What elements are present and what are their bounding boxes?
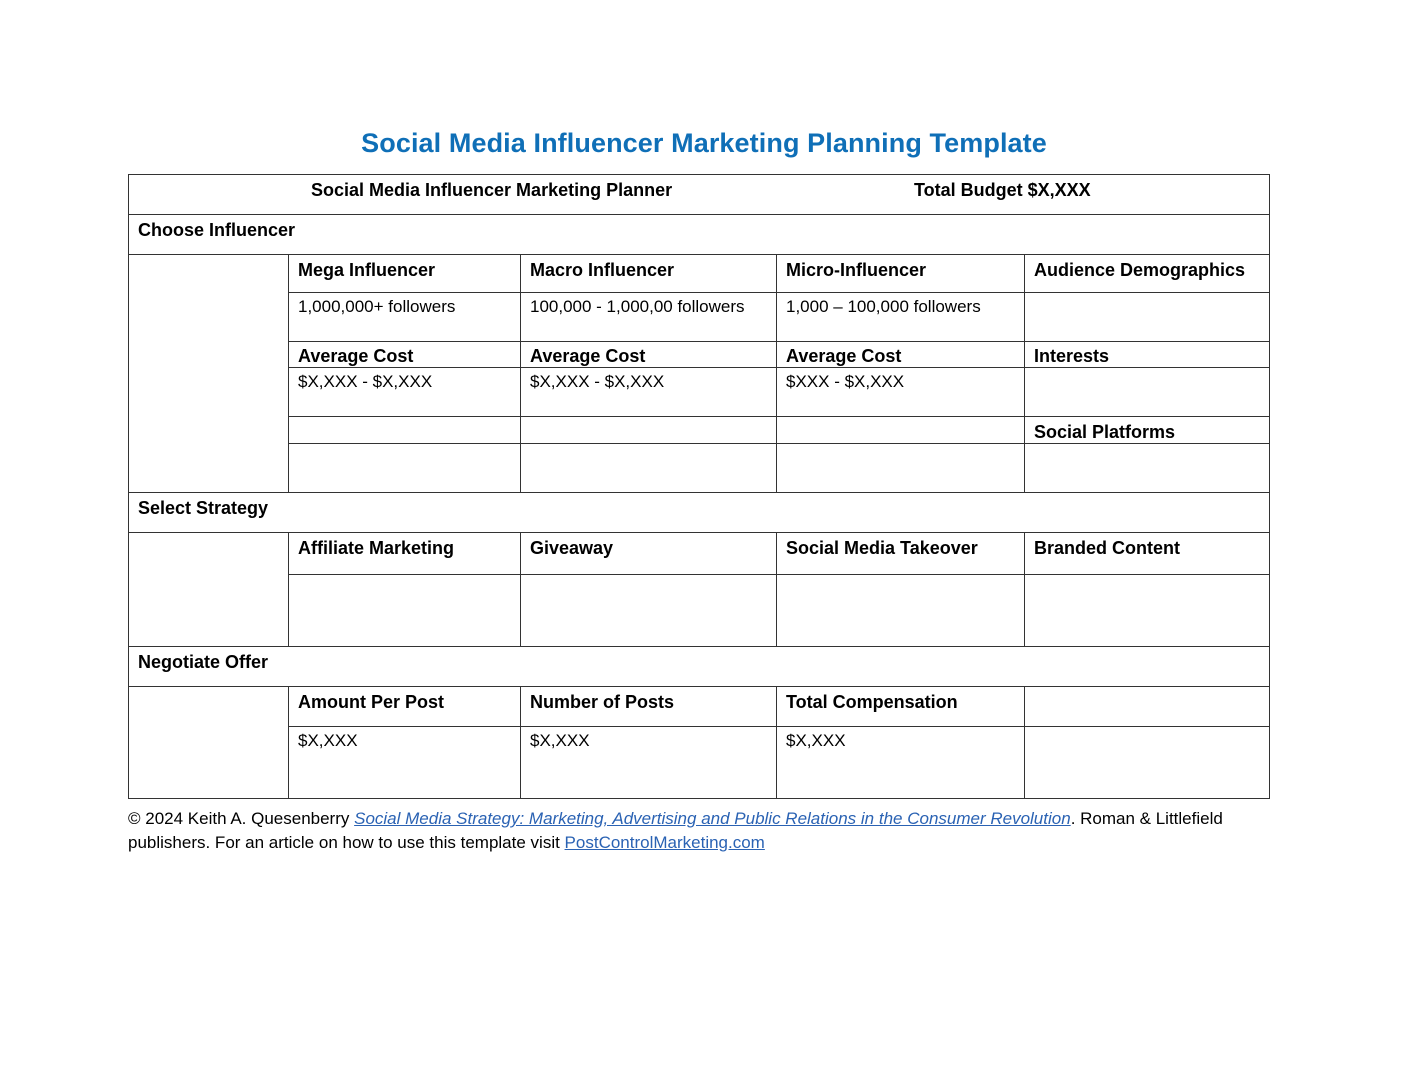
total-budget: Total Budget $X,XXX: [914, 180, 1091, 200]
section-select-strategy: Select Strategy: [138, 498, 269, 518]
macro-average-cost: $X,XXX - $X,XXX: [530, 372, 665, 391]
page-title: Social Media Influencer Marketing Planning Template: [361, 128, 1047, 158]
column-micro-influencer: Micro-Influencer: [786, 260, 927, 280]
column-amount-per-post: Amount Per Post: [298, 692, 445, 712]
strategy-branded-content: Branded Content: [1034, 538, 1180, 558]
number-of-posts-value: $X,XXX: [530, 731, 590, 750]
planner-table: [128, 174, 1270, 799]
footer-citation: [128, 807, 1278, 855]
micro-followers: 1,000 – 100,000 followers: [786, 297, 981, 316]
column-macro-influencer: Macro Influencer: [530, 260, 675, 280]
strategy-giveaway: Giveaway: [530, 538, 614, 558]
strategy-affiliate-marketing: Affiliate Marketing: [298, 538, 455, 558]
mega-average-cost-label: Average Cost: [298, 346, 414, 366]
micro-average-cost-label: Average Cost: [786, 346, 902, 366]
amount-per-post-value: $X,XXX: [298, 731, 358, 750]
mega-followers: 1,000,000+ followers: [298, 297, 456, 316]
macro-average-cost-label: Average Cost: [530, 346, 646, 366]
column-audience-demographics: Audience Demographics: [1034, 260, 1246, 280]
social-platforms-label: Social Platforms: [1034, 422, 1176, 442]
book-title-link[interactable]: Social Media Strategy: Marketing, Advertising and Public Relations in the Consumer Revolution: [354, 809, 1071, 828]
total-compensation-value: $X,XXX: [786, 731, 846, 750]
mega-average-cost: $X,XXX - $X,XXX: [298, 372, 433, 391]
macro-followers: 100,000 - 1,000,00 followers: [530, 297, 745, 316]
footer-copyright: © 2024 Keith A. Quesenberry: [128, 809, 355, 828]
interests-label: Interests: [1034, 346, 1110, 366]
section-negotiate-offer: Negotiate Offer: [138, 652, 269, 672]
strategy-social-media-takeover: Social Media Takeover: [786, 538, 978, 558]
website-link[interactable]: PostControlMarketing.com: [564, 833, 765, 852]
planner-title: Social Media Influencer Marketing Planner: [311, 180, 673, 200]
column-number-of-posts: Number of Posts: [530, 692, 675, 712]
column-total-compensation: Total Compensation: [786, 692, 958, 712]
section-choose-influencer: Choose Influencer: [138, 220, 296, 240]
micro-average-cost: $XXX - $X,XXX: [786, 372, 905, 391]
column-mega-influencer: Mega Influencer: [298, 260, 436, 280]
footer-publisher-text: . Roman & Littlefield publishers. For an article on how to use this template visit: [128, 809, 1223, 852]
